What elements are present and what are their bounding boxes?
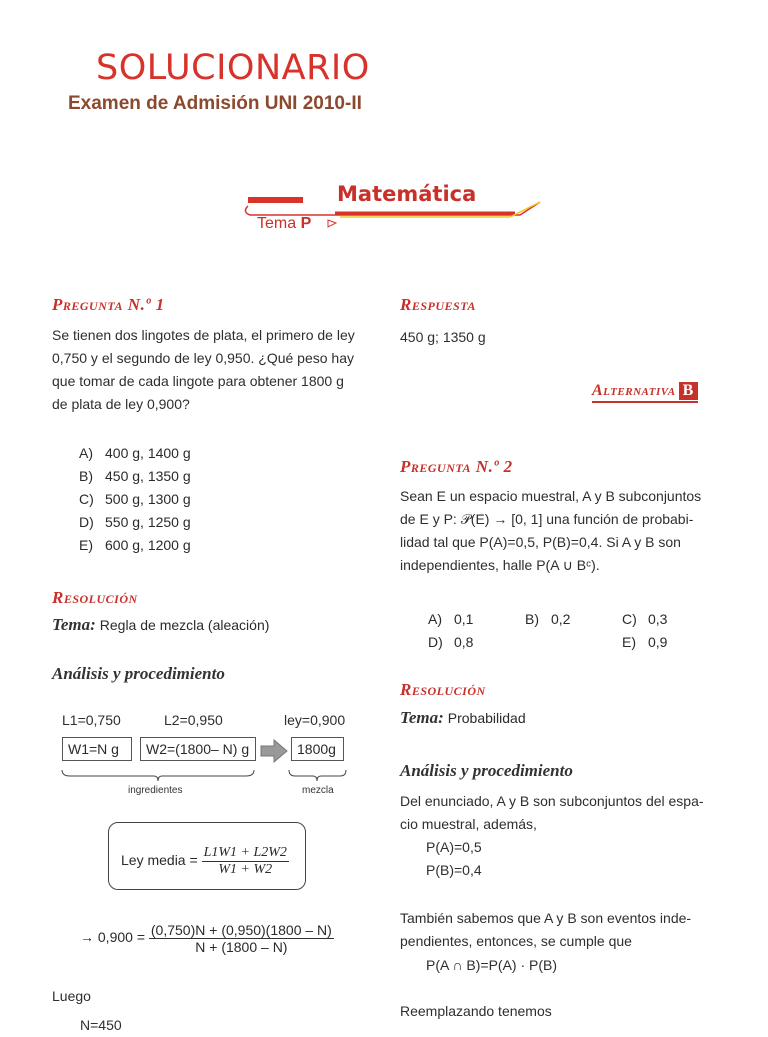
luego-text: Luego [52,988,91,1004]
ley-media-numerator: L1W1 + L2W2 [203,845,287,860]
q2-pa: P(A)=0,5 [426,839,482,855]
q1-option-d: D) 550 g, 1250 g [79,514,191,530]
answer-heading: Respuesta [400,295,476,314]
question-1-heading: Pregunta N.º 1 [52,295,165,314]
q2-body-2: También sabemos que A y B son eventos inde- pendientes, entonces, se cumple que [400,910,692,949]
ingot-2-box: W2=(1800– N) g [140,737,256,761]
q2-option-a: A) 0,1 [428,611,474,627]
q1-resolution-heading: Resolución [52,588,138,607]
ley-media-formula-box [108,822,306,890]
ley-media-denominator: W1 + W2 [218,862,273,877]
q1-option-b: B) 450 g, 1350 g [79,468,191,484]
q2-analysis-heading: Análisis y procedimiento [400,761,573,780]
answer-value: 450 g; 1350 g [400,329,486,345]
ley-2-label: L2=0,950 [164,712,223,728]
ley-media-label: Ley media = [121,852,198,869]
diagram-braces [60,768,352,784]
document-title: SOLUCIONARIO [96,48,370,88]
q2-option-b: B) 0,2 [525,611,571,627]
q1-option-e: E) 600 g, 1200 g [79,537,191,553]
ley-1-label: L1=0,750 [62,712,121,728]
question-1-statement: Se tienen dos lingotes de plata, el primero de ley 0,750 y el segundo de ley 0,950. ¿Qué peso hay que tomar de cada lingote para obtener 1800 g de plata de ley 0,900? [52,327,355,412]
q2-pb: P(B)=0,4 [426,862,482,878]
ley-mix-label: ley=0,900 [284,712,346,728]
answer-alternative-badge: Alternativa B [592,382,698,403]
q1-analysis-heading: Análisis y procedimiento [52,664,225,683]
q1-option-c: C) 500 g, 1300 g [79,491,191,507]
question-2-statement: Sean E un espacio muestral, A y B subconjuntos de E y P: 𝒫(E) → [0, 1] una función de probabi- lidad tal que P(A)=0,5, P(B)=0,4. Si A y B son independientes, halle P(A ∪ Bᶜ). [400,488,702,573]
ingredients-caption: ingredientes [128,785,183,796]
q2-body-1: Del enunciado, A y B son subconjuntos del espa- cio muestral, además, [400,793,704,832]
q2-replacing: Reemplazando tenemos [400,1003,552,1019]
q1-topic: Tema: Regla de mezcla (aleación) [52,615,270,634]
mixing-arrow-icon [260,738,288,764]
ingot-1-box: W1=N g [62,737,132,761]
final-partial: N=450 [80,1017,122,1033]
question-2-heading: Pregunta N.º 2 [400,457,513,476]
mixture-caption: mezcla [302,785,334,796]
q2-option-d: D) 0,8 [428,634,474,650]
q2-option-e: E) 0,9 [622,634,668,650]
equation-line: → 0,900 = $\frac{(0,750)N + (0,950)(1800 - N)}{N + (1800 - N)}$ [80,922,332,955]
exam-subtitle: Examen de Admisión UNI 2010-II [68,93,362,114]
tema-indicator: Tema P [257,215,312,232]
q1-option-a: A) 400 g, 1400 g [79,445,191,461]
q2-independence: P(A ∩ B)=P(A) · P(B) [426,957,558,973]
q2-topic: Tema: Probabilidad [400,708,526,727]
subject-title: Matemática [337,182,477,206]
q2-option-c: C) 0,3 [622,611,668,627]
mixture-box: 1800g [291,737,344,761]
q2-resolution-heading: Resolución [400,680,486,699]
